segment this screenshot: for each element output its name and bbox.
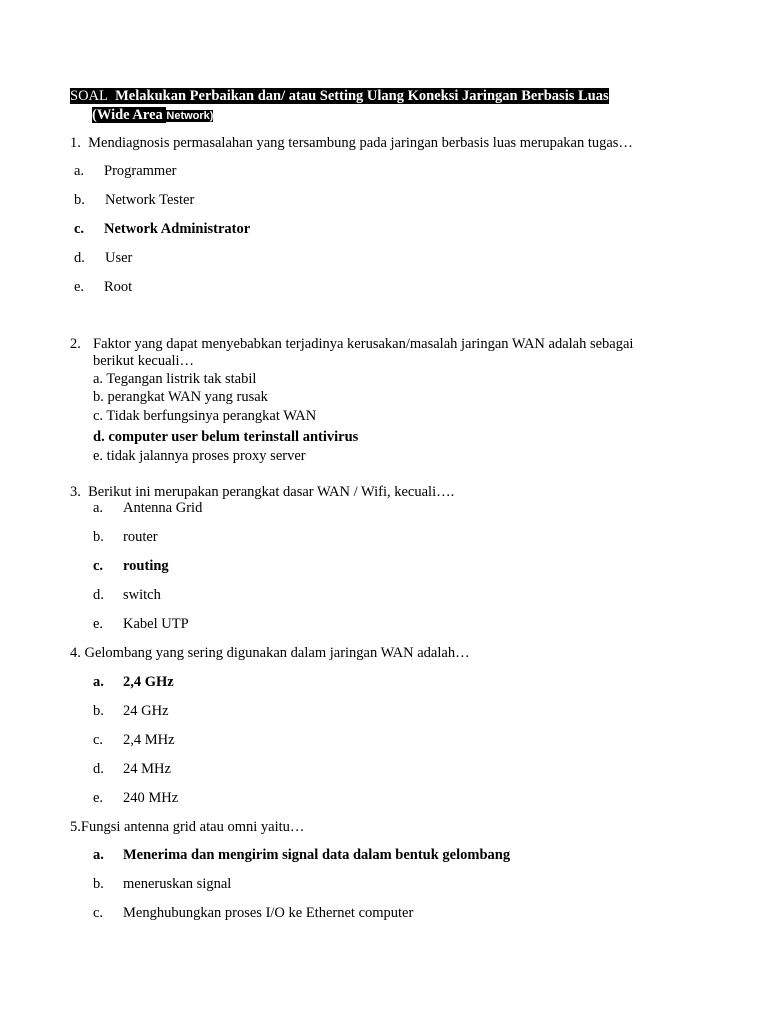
question-text: Berikut ini merupakan perangkat dasar WAN / Wifi, kecuali…. — [88, 484, 455, 500]
option-letter: b. — [74, 192, 85, 208]
option-text: a. Tegangan listrik tak stabil — [93, 371, 257, 387]
option-text: b. perangkat WAN yang rusak — [93, 389, 268, 405]
option-text: Network Administrator — [104, 221, 251, 237]
option-text: Kabel UTP — [123, 616, 189, 632]
option-letter: c. — [74, 221, 85, 237]
option-text: c. Tidak berfungsinya perangkat WAN — [93, 408, 317, 424]
question-stem — [70, 818, 304, 836]
option-letter: a. — [93, 674, 104, 690]
title-line-2 — [92, 106, 213, 125]
question-text-line-1: Faktor yang dapat menyebabkan terjadinya kerusakan/masalah jaringan WAN adalah sebagai — [93, 336, 634, 352]
option-letter: d. — [74, 250, 85, 266]
option-letter: c. — [93, 558, 104, 574]
option-text-correct: 2,4 GHz — [123, 674, 174, 690]
option-letter: e. — [93, 790, 104, 806]
question-number: 4. — [70, 645, 81, 661]
question-number: 1. — [70, 135, 81, 151]
option-text: Antenna Grid — [123, 500, 203, 516]
title-line-1 — [70, 87, 609, 105]
option-text: Network Tester — [105, 192, 195, 208]
option-text: Root — [104, 279, 133, 295]
option-text-correct: d. computer user belum terinstall antivirus — [93, 429, 359, 445]
option-text: meneruskan signal — [123, 876, 232, 892]
question-text-line-2: berikut kecuali… — [93, 353, 195, 369]
option-letter: c. — [93, 732, 104, 748]
option-letter: a. — [74, 163, 85, 179]
question-stem — [70, 644, 470, 662]
option-text: e. tidak jalannya proses proxy server — [93, 448, 306, 464]
option-text: 2,4 MHz — [123, 732, 175, 748]
question-text: Gelombang yang sering digunakan dalam jaringan WAN adalah… — [84, 645, 470, 661]
option-text: 24 MHz — [123, 761, 171, 777]
option-text: router — [123, 529, 158, 545]
option-text: User — [105, 250, 133, 266]
option-letter: c. — [93, 905, 104, 921]
title-wide-area: (Wide Area — [92, 107, 163, 123]
question-text: Mendiagnosis permasalahan yang tersambung pada jaringan berbasis luas merupakan tugas… — [88, 135, 633, 151]
option-letter: d. — [93, 761, 104, 777]
option-text: 24 GHz — [123, 703, 169, 719]
option-text: Programmer — [104, 163, 177, 179]
option-text: Menghubungkan proses I/O ke Ethernet computer — [123, 905, 414, 921]
option-letter: e. — [74, 279, 85, 295]
question-number: 2. — [70, 336, 81, 352]
option-letter: b. — [93, 876, 104, 892]
title-network: Network) — [166, 110, 214, 122]
option-letter: d. — [93, 587, 104, 603]
title-prefix: SOAL — [70, 88, 108, 104]
option-letter: b. — [93, 529, 104, 545]
option-letter: b. — [93, 703, 104, 719]
option-text-correct: routing — [123, 558, 169, 574]
title-main: Melakukan Perbaikan dan/ atau Setting Ulang Koneksi Jaringan Berbasis Luas — [115, 88, 609, 104]
question-number: 5. — [70, 819, 81, 835]
option-letter: e. — [93, 616, 104, 632]
option-text: switch — [123, 587, 161, 603]
option-letter: a. — [93, 500, 104, 516]
question-stem — [70, 134, 633, 152]
option-letter: a. — [93, 847, 104, 863]
question-text: Fungsi antenna grid atau omni yaitu… — [80, 819, 305, 835]
option-text-correct: Menerima dan mengirim signal data dalam bentuk gelombang — [123, 847, 511, 863]
question-number: 3. — [70, 484, 81, 500]
option-text: 240 MHz — [123, 790, 179, 806]
